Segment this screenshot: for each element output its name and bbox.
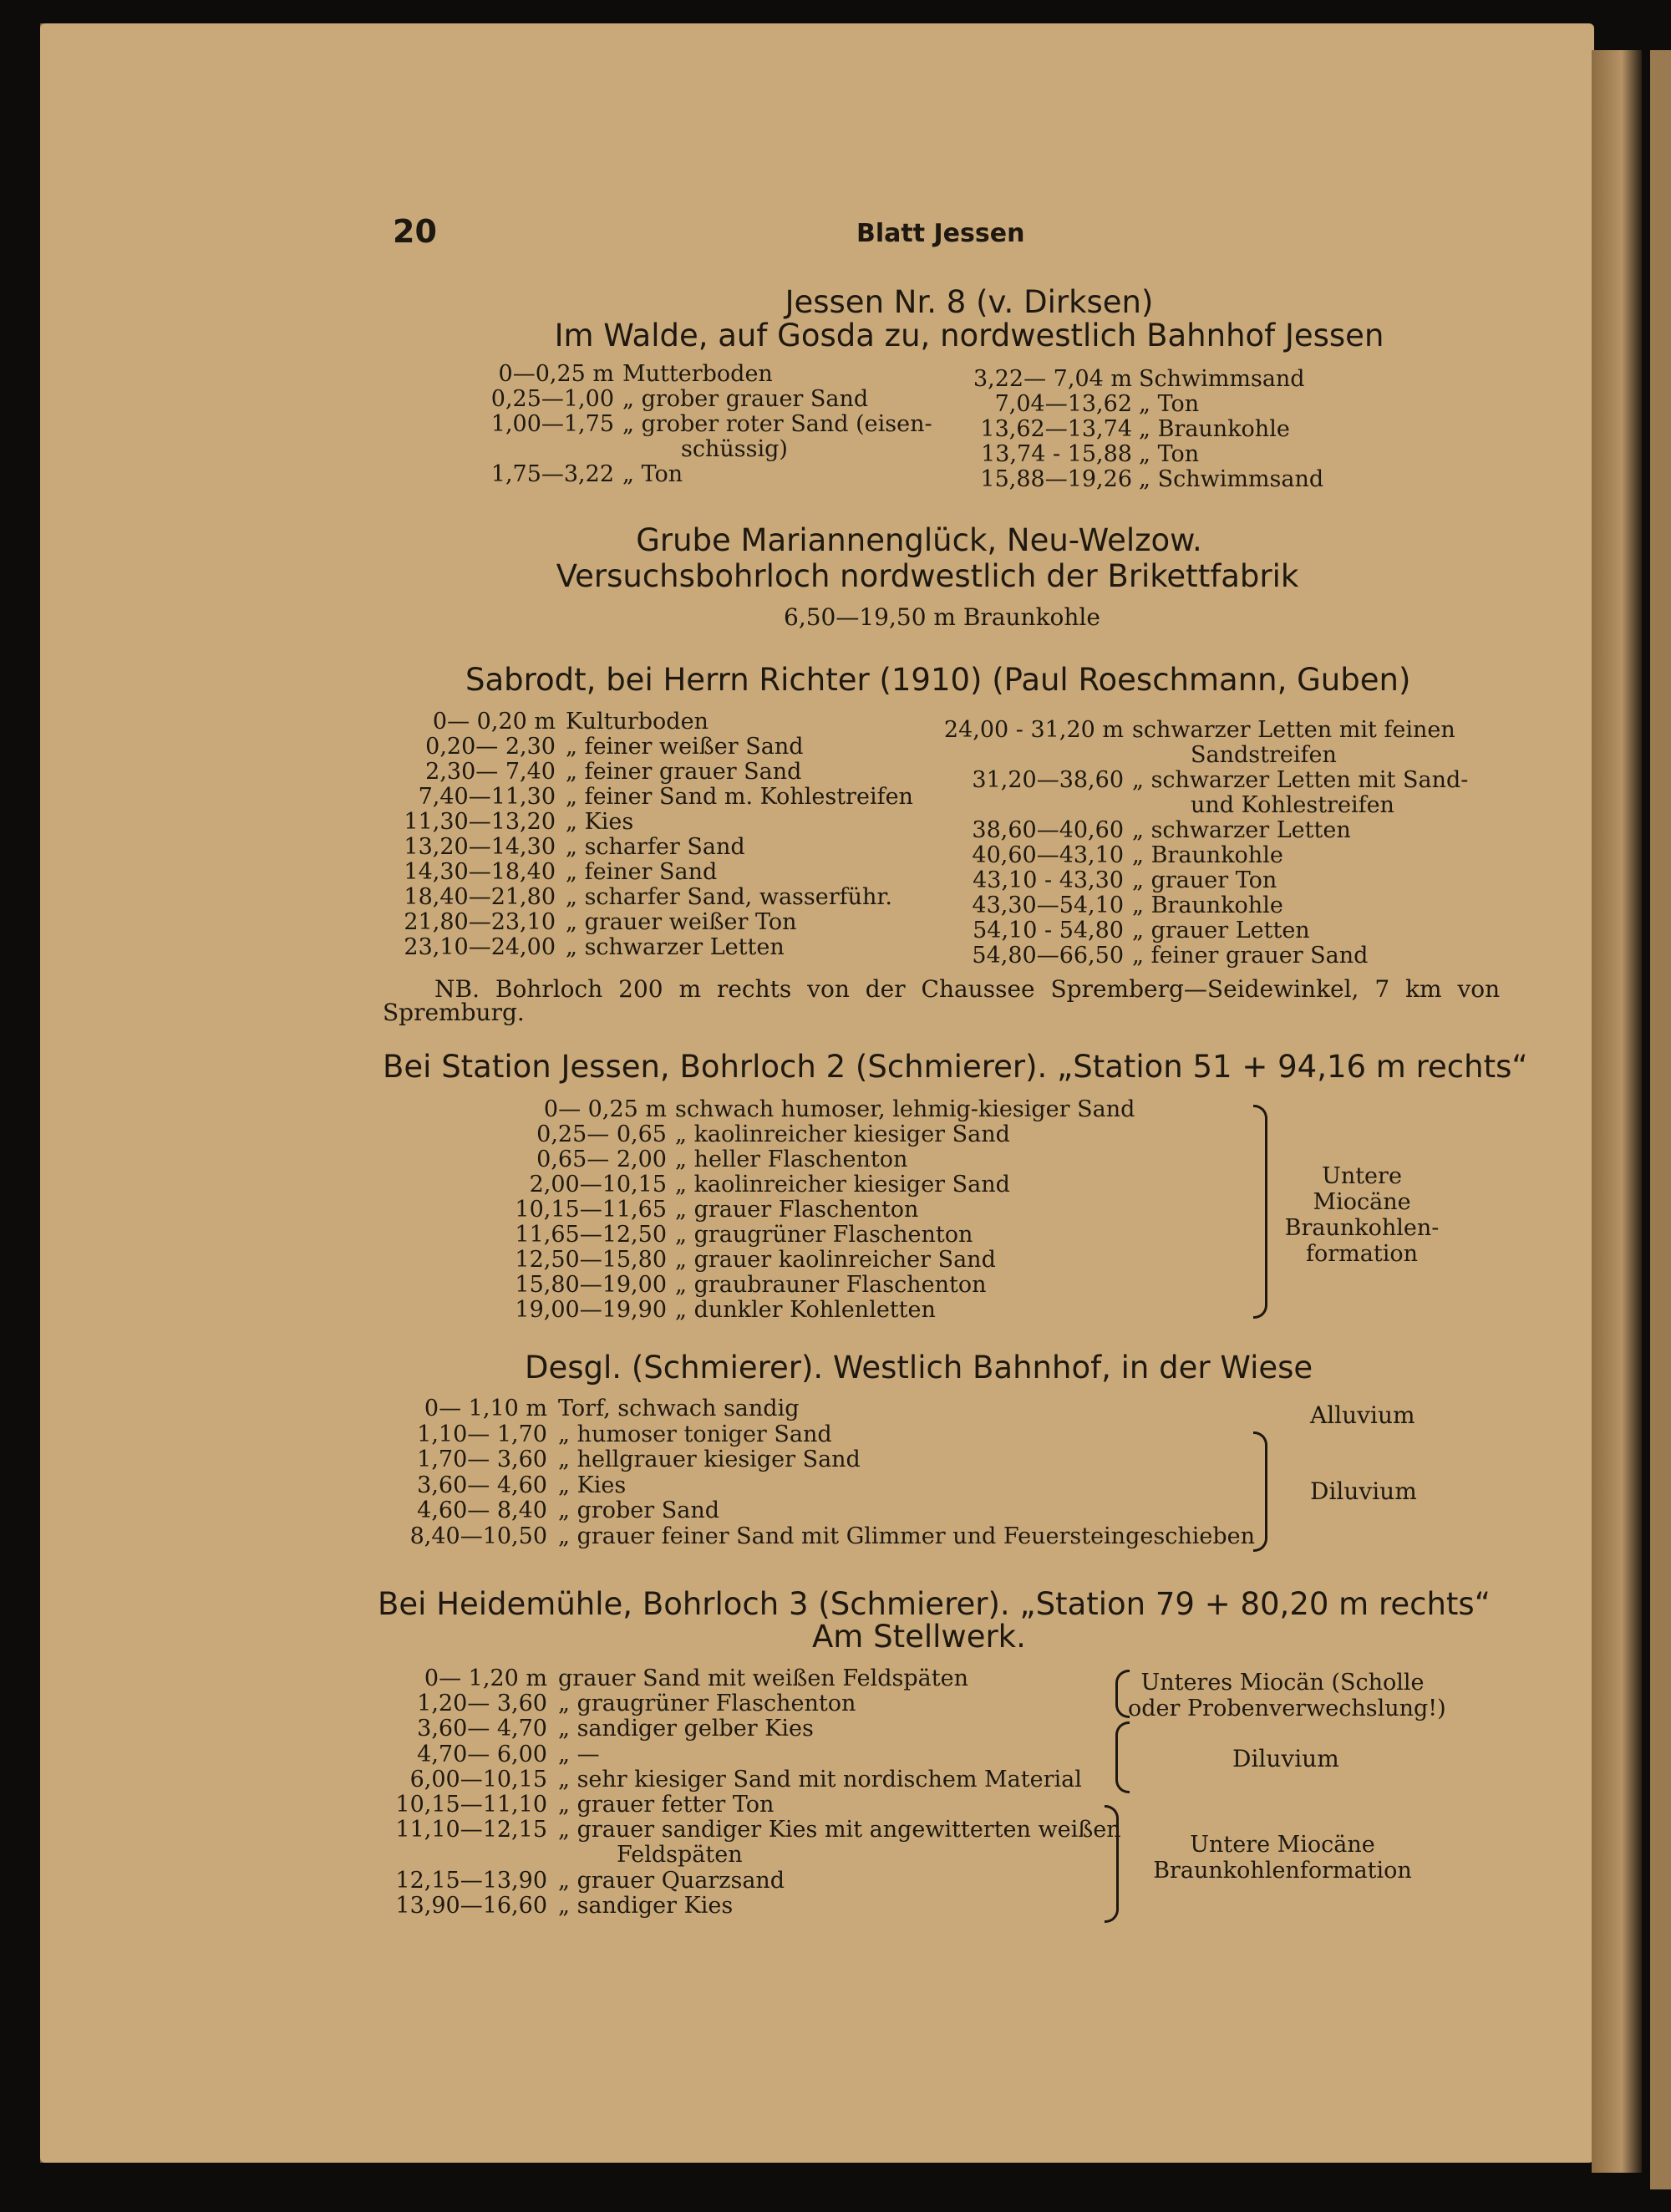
depth-interval: 7,04—13,62	[994, 391, 1132, 417]
depth-interval: 43,30—54,10	[972, 892, 1124, 918]
section-title: Bei Station Jessen, Bohrloch 2 (Schmierer). „Station 51 + 94,16 m rechts“	[383, 1049, 1528, 1085]
depth-interval: 18,40—21,80	[404, 884, 556, 910]
section-subtitle: Im Walde, auf Gosda zu, nordwestlich Bahnhof Jessen	[554, 318, 1384, 353]
layer-description: „ grauer weißer Ton	[566, 909, 797, 935]
layer-description: „ Kies	[558, 1472, 627, 1498]
depth-interval: 8,40—10,50	[409, 1523, 547, 1549]
section-subtitle: Versuchsbohrloch nordwestlich der Brikettfabrik	[556, 558, 1299, 594]
depth-interval: 0— 1,20 m	[424, 1665, 547, 1691]
brace	[1115, 1721, 1130, 1793]
depth-interval: 10,15—11,65	[515, 1197, 667, 1223]
depth-interval: 15,80—19,00	[515, 1272, 667, 1298]
depth-interval: 54,10 - 54,80	[973, 918, 1124, 943]
layer-description: „ heller Flaschenton	[675, 1147, 908, 1172]
note: Spremburg.	[383, 999, 525, 1026]
depth-interval: 38,60—40,60	[972, 817, 1124, 843]
depth-interval: 13,90—16,60	[395, 1892, 547, 1919]
depth-interval: 10,15—11,10	[395, 1792, 547, 1818]
layer-description: „ grauer Flaschenton	[675, 1197, 919, 1223]
layer-description: Mutterboden	[622, 361, 773, 387]
section-subtitle: Am Stellwerk.	[812, 1619, 1026, 1655]
layer-description: „ grauer sandiger Kies mit angewitterten weißen	[558, 1817, 1121, 1843]
depth-interval: 12,50—15,80	[515, 1247, 667, 1273]
section-title: Sabrodt, bei Herrn Richter (1910) (Paul Roeschmann, Guben)	[465, 662, 1411, 698]
depth-interval: 1,75—3,22	[490, 461, 614, 487]
depth-interval: 2,00—10,15	[529, 1172, 667, 1198]
layer-description: „ Kies	[566, 809, 634, 835]
label-line: Unteres Miocän (Scholle	[1140, 1670, 1425, 1696]
layer-description: „ grober Sand	[558, 1498, 720, 1523]
depth-interval: 4,60— 8,40	[417, 1498, 547, 1523]
label-line: Untere Miocäne	[1190, 1832, 1375, 1858]
depth-interval: 3,60— 4,60	[417, 1472, 547, 1498]
depth-interval: 0— 0,20 m	[432, 709, 556, 735]
layer-description: „ schwarzer Letten	[566, 934, 785, 960]
next-page-edge	[1650, 50, 1671, 2189]
layer-description: „ Braunkohle	[1132, 892, 1283, 918]
layer-description: „ kaolinreicher kiesiger Sand	[675, 1121, 1010, 1147]
layer-description: „ hellgrauer kiesiger Sand	[558, 1447, 861, 1472]
layer-description: schwarzer Letten mit feinen	[1132, 717, 1455, 743]
layer-description: „ feiner Sand m. Kohlestreifen	[566, 784, 913, 810]
section-title: Grube Mariannenglück, Neu-Welzow.	[636, 522, 1202, 558]
depth-interval: 1,00—1,75	[490, 411, 614, 437]
layer-description: „ humoser toniger Sand	[558, 1421, 832, 1447]
depth-interval: 40,60—43,10	[972, 842, 1124, 868]
label-line: Braunkohlenformation	[1153, 1858, 1412, 1884]
depth-interval: 6,00—10,15	[409, 1766, 547, 1792]
label-line: Untere	[1322, 1163, 1402, 1189]
layer-description: grauer Sand mit weißen Feldspäten	[558, 1665, 968, 1691]
layer-description: „ grauer Quarzsand	[558, 1867, 785, 1894]
depth-interval: 15,88—19,26	[980, 466, 1132, 492]
layer-description: „ graubrauner Flaschenton	[675, 1272, 987, 1298]
depth-interval: 13,20—14,30	[404, 834, 556, 860]
layer-description: „ Schwimmsand	[1139, 466, 1324, 492]
depth-interval: 13,62—13,74	[980, 416, 1132, 442]
depth-interval: 7,40—11,30	[418, 784, 556, 810]
layer-description: „ grauer fetter Ton	[558, 1792, 775, 1818]
stratigraphy-label: Alluvium	[1310, 1401, 1415, 1429]
layer-description: „ feiner grauer Sand	[566, 759, 802, 785]
section-title: Desgl. (Schmierer). Westlich Bahnhof, in der Wiese	[525, 1350, 1313, 1386]
layer-description: „ feiner Sand	[566, 859, 718, 885]
layer-description: „ feiner weißer Sand	[566, 734, 804, 760]
depth-interval: 0,20— 2,30	[425, 734, 556, 760]
depth-interval: 54,80—66,50	[972, 943, 1124, 969]
label-line: formation	[1306, 1241, 1418, 1267]
layer-description: „ sandiger gelber Kies	[558, 1716, 814, 1742]
layer-description: „ scharfer Sand, wasserführ.	[566, 884, 892, 910]
depth-interval: 31,20—38,60	[972, 767, 1124, 793]
log-row: 6,50—19,50 m Braunkohle	[784, 603, 1100, 631]
layer-description: „ scharfer Sand	[566, 834, 745, 860]
stratigraphy-label: Diluvium	[1310, 1477, 1417, 1505]
label-line: Miocäne	[1313, 1189, 1411, 1215]
depth-interval: 2,30— 7,40	[425, 759, 556, 785]
depth-interval: 1,10— 1,70	[417, 1421, 547, 1447]
layer-description: „ —	[558, 1741, 600, 1767]
depth-interval: 0—0,25 m	[498, 361, 614, 387]
layer-description: „ Ton	[1139, 441, 1200, 467]
layer-description: „ grauer Letten	[1132, 918, 1310, 943]
depth-interval: 12,15—13,90	[395, 1867, 547, 1894]
depth-interval: 0— 0,25 m	[543, 1096, 667, 1122]
layer-description: „ feiner grauer Sand	[1132, 943, 1369, 969]
section-title: Jessen Nr. 8 (v. Dirksen)	[785, 284, 1154, 320]
depth-interval: 11,10—12,15	[395, 1817, 547, 1843]
depth-interval: 1,70— 3,60	[417, 1447, 547, 1472]
layer-description: „ Ton	[622, 461, 683, 487]
brace	[1253, 1431, 1267, 1552]
layer-description: „ graugrüner Flaschenton	[675, 1222, 973, 1248]
layer-description: „ grauer Ton	[1132, 867, 1277, 893]
layer-description: „ grauer feiner Sand mit Glimmer und Feuersteingeschieben	[558, 1523, 1255, 1549]
brace	[1105, 1805, 1119, 1923]
depth-interval: 21,80—23,10	[404, 909, 556, 935]
stratigraphy-label: Diluvium	[1232, 1745, 1339, 1772]
layer-description: schwach humoser, lehmig-kiesiger Sand	[675, 1096, 1135, 1122]
layer-description: Schwimmsand	[1139, 366, 1305, 392]
layer-description: schüssig)	[681, 436, 788, 462]
layer-description: „ Ton	[1139, 391, 1200, 417]
layer-description: „ graugrüner Flaschenton	[558, 1691, 856, 1717]
layer-description: „ Braunkohle	[1139, 416, 1290, 442]
depth-interval: 3,60— 4,70	[417, 1716, 547, 1742]
layer-description: „ kaolinreicher kiesiger Sand	[675, 1172, 1010, 1198]
depth-interval: 23,10—24,00	[404, 934, 556, 960]
depth-interval: 11,30—13,20	[404, 809, 556, 835]
note: NB. Bohrloch 200 m rechts von der Chaussee Spremberg—Seidewinkel, 7 km von	[434, 975, 1501, 1003]
label-line: Braunkohlen-	[1284, 1215, 1440, 1241]
layer-description: Feldspäten	[617, 1842, 743, 1869]
layer-description: „ sehr kiesiger Sand mit nordischem Material	[558, 1766, 1082, 1792]
depth-interval: 19,00—19,90	[515, 1297, 667, 1323]
depth-interval: 11,65—12,50	[515, 1222, 667, 1248]
depth-interval: 0— 1,10 m	[424, 1396, 547, 1421]
layer-description: „ schwarzer Letten	[1132, 817, 1351, 843]
running-title: Blatt Jessen	[856, 219, 1025, 248]
layer-description: und Kohlestreifen	[1191, 792, 1394, 818]
depth-interval: 1,20— 3,60	[417, 1691, 547, 1717]
page-edge	[1592, 50, 1642, 2173]
layer-description: „ grauer kaolinreicher Sand	[675, 1247, 996, 1273]
layer-description: „ dunkler Kohlenletten	[675, 1297, 936, 1323]
depth-interval: 0,25—1,00	[490, 386, 614, 412]
layer-description: „ grober roter Sand (eisen-	[622, 411, 932, 437]
brace	[1253, 1105, 1267, 1319]
layer-description: „ sandiger Kies	[558, 1892, 734, 1919]
page-number: 20	[393, 213, 437, 250]
depth-interval: 0,65— 2,00	[536, 1147, 667, 1172]
depth-interval: 14,30—18,40	[404, 859, 556, 885]
layer-description: „ Braunkohle	[1132, 842, 1283, 868]
depth-interval: 4,70— 6,00	[417, 1741, 547, 1767]
layer-description: Kulturboden	[566, 709, 709, 735]
depth-interval: 43,10 - 43,30	[973, 867, 1124, 893]
section-title: Bei Heidemühle, Bohrloch 3 (Schmierer). „Station 79 + 80,20 m rechts“	[378, 1586, 1491, 1622]
layer-description: Sandstreifen	[1191, 742, 1337, 768]
layer-description: „ schwarzer Letten mit Sand-	[1132, 767, 1469, 793]
layer-description: Torf, schwach sandig	[558, 1396, 800, 1421]
layer-description: „ grober grauer Sand	[622, 386, 869, 412]
depth-interval: 24,00 - 31,20 m	[943, 717, 1124, 743]
depth-interval: 3,22— 7,04 m	[973, 366, 1132, 392]
label-line: oder Probenverwechslung!)	[1128, 1696, 1446, 1721]
depth-interval: 13,74 - 15,88	[981, 441, 1132, 467]
depth-interval: 0,25— 0,65	[536, 1121, 667, 1147]
